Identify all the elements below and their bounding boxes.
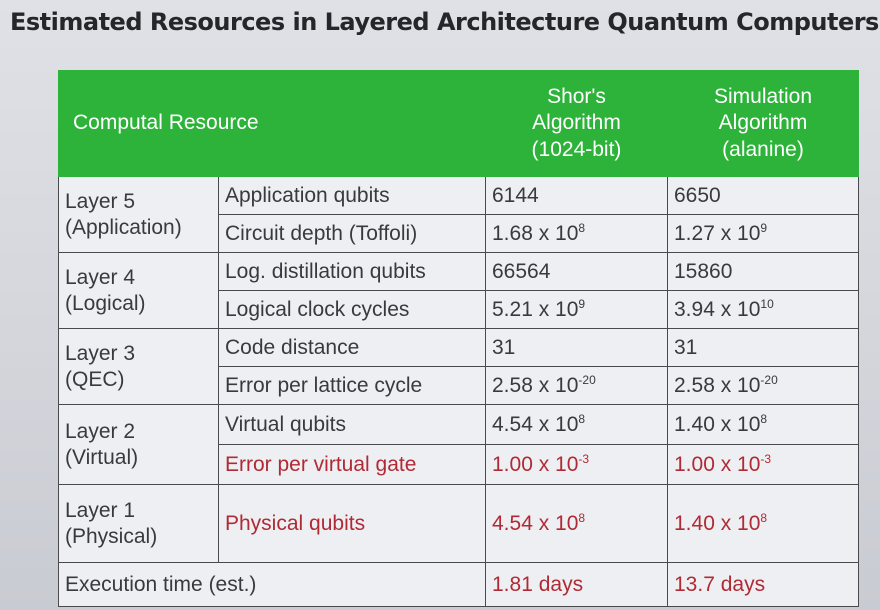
header-shor: Shor's Algorithm (1024-bit) <box>486 71 668 177</box>
sim-value: 1.00 x $10^{-3}$ <box>668 445 859 485</box>
layer-5-cell: Layer 5 (Application) <box>59 177 219 253</box>
layer-4-cell: Layer 4 (Logical) <box>59 253 219 329</box>
layer-2-cell: Layer 2 (Virtual) <box>59 405 219 485</box>
slide-title: Estimated Resources in Layered Architecture Quantum Computers <box>10 8 879 36</box>
sim-value: 31 <box>668 329 859 367</box>
layer-1-cell: Layer 1 (Physical) <box>59 485 219 563</box>
row-label: Application qubits <box>219 177 486 215</box>
resources-table <box>58 70 859 607</box>
sim-value: 1.27 x $10^9$ <box>668 215 859 253</box>
shor-value: 4.54 x $10^8$ <box>486 485 668 563</box>
execution-row <box>59 563 859 607</box>
shor-value: 1.68 x $10^8$ <box>486 215 668 253</box>
row-label: Circuit depth (Toffoli) <box>219 215 486 253</box>
execution-label: Execution time (est.) <box>59 563 486 607</box>
row-label: Error per virtual gate <box>219 445 486 485</box>
shor-value: 5.21 x $10^9$ <box>486 291 668 329</box>
shor-value: 1.00 x $10^{-3}$ <box>486 445 668 485</box>
sim-value: 2.58 x $10^{-20}$ <box>668 367 859 405</box>
shor-value: 2.58 x $10^{-20}$ <box>486 367 668 405</box>
layer-3-cell: Layer 3 (QEC) <box>59 329 219 405</box>
sim-execution-time: 13.7 days <box>668 563 859 607</box>
sim-value: 6650 <box>668 177 859 215</box>
header-simulation: Simulation Algorithm (alanine) <box>668 71 859 177</box>
row-label: Code distance <box>219 329 486 367</box>
row-label: Virtual qubits <box>219 405 486 445</box>
table-row <box>59 329 859 367</box>
sim-value: 1.40 x $10^8$ <box>668 405 859 445</box>
sim-value: 1.40 x $10^8$ <box>668 485 859 563</box>
sim-value: 15860 <box>668 253 859 291</box>
shor-value: 31 <box>486 329 668 367</box>
row-label: Error per lattice cycle <box>219 367 486 405</box>
table-row <box>59 405 859 445</box>
header-resource: Computal Resource <box>59 71 486 177</box>
table-row <box>59 485 859 563</box>
table-row <box>59 177 859 215</box>
shor-execution-time: 1.81 days <box>486 563 668 607</box>
shor-value: 66564 <box>486 253 668 291</box>
header-row <box>59 71 859 177</box>
shor-value: 4.54 x $10^8$ <box>486 405 668 445</box>
table-row <box>59 253 859 291</box>
sim-value: 3.94 x $10^{10}$ <box>668 291 859 329</box>
row-label: Physical qubits <box>219 485 486 563</box>
row-label: Log. distillation qubits <box>219 253 486 291</box>
row-label: Logical clock cycles <box>219 291 486 329</box>
shor-value: 6144 <box>486 177 668 215</box>
